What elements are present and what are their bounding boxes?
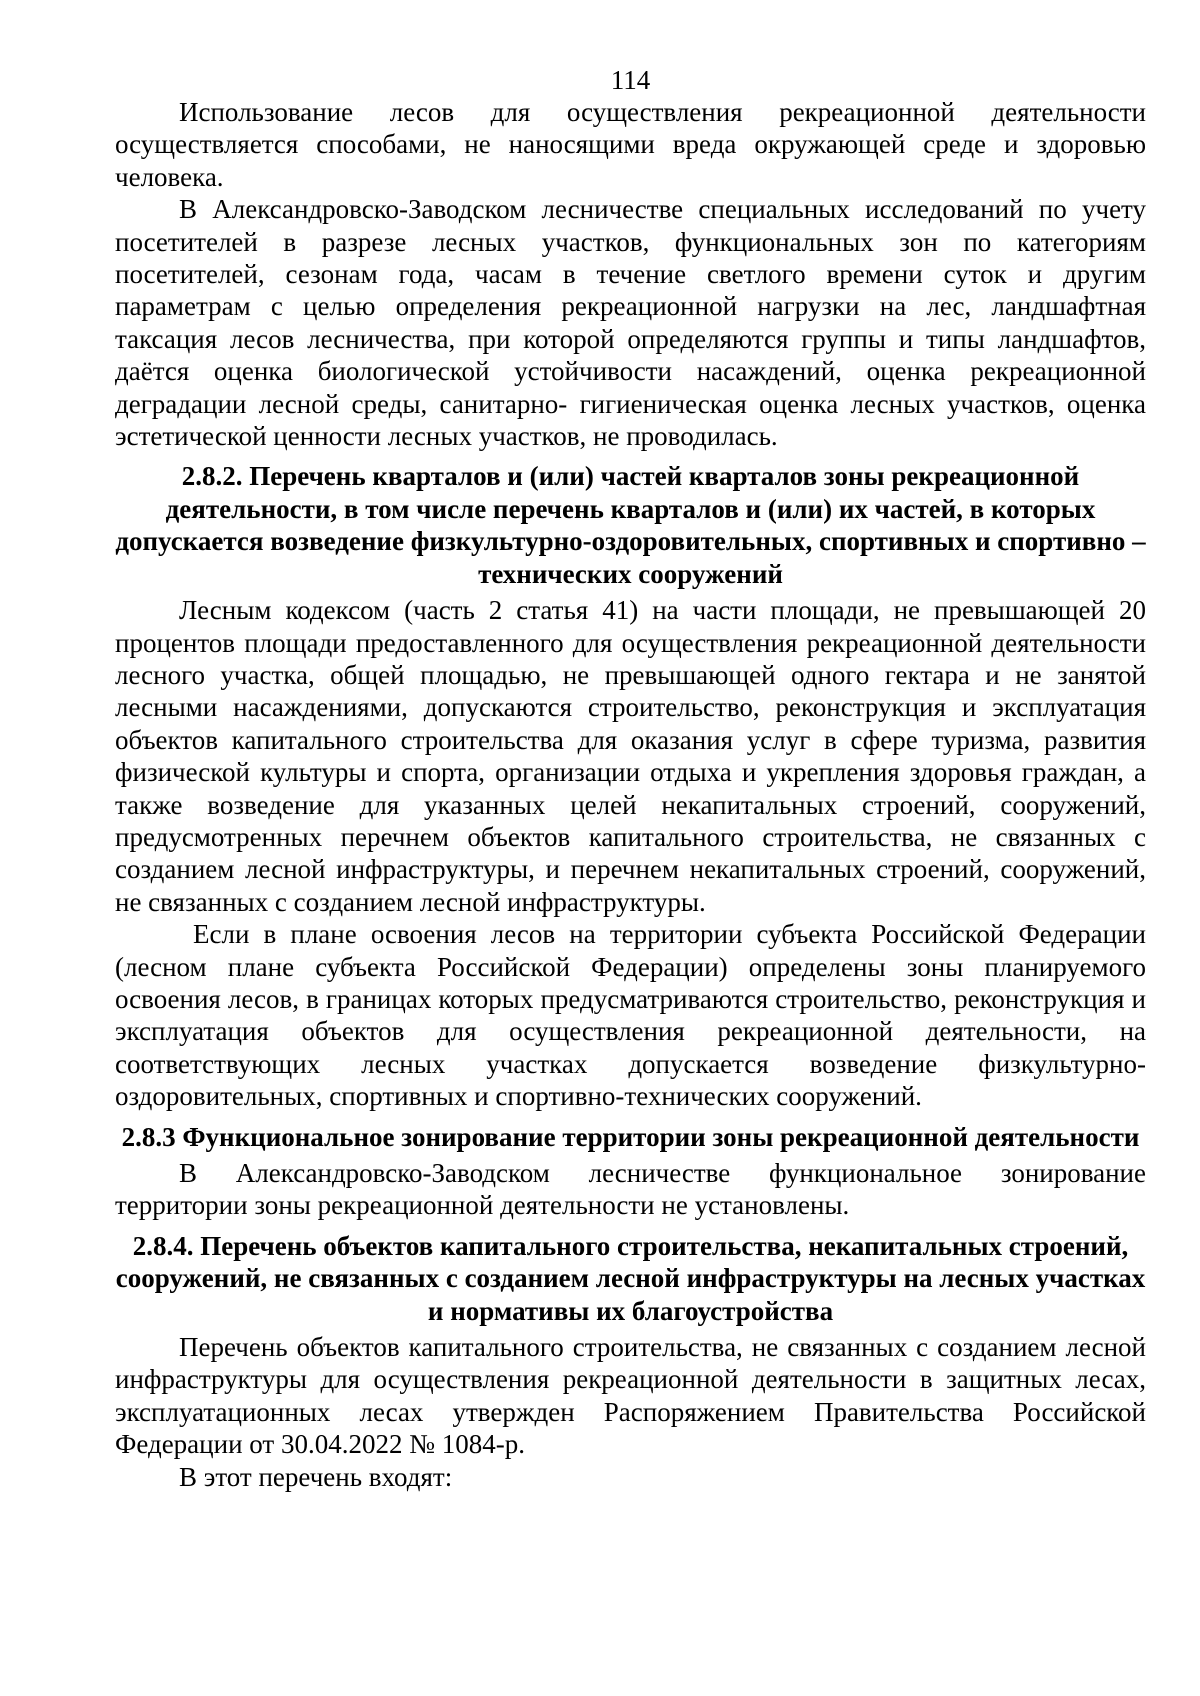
paragraph-list-intro: В этот перечень входят: bbox=[179, 1461, 453, 1492]
paragraph-capital-objects: Перечень объектов капитального строительства, не связанных с созданием лесной инфраструктуры для осуществления рекреационной деятельности в защитных лесах, эксплуатационных лесах утвержден Распоряжением Правительства Российской Федерации от 30.04.2022 № 1084-р. bbox=[115, 1332, 1146, 1460]
paragraph-recreation-use: Использование лесов для осуществления рекреационной деятельности осуществляется способами, не наносящими вреда окружающей среде и здоровью человека. bbox=[115, 97, 1146, 192]
section-heading-2-8-3: 2.8.3 Функциональное зонирование территории зоны рекреационной деятельности bbox=[121, 1121, 1140, 1152]
section-heading-2-8-4: 2.8.4. Перечень объектов капитального строительства, некапитальных строений, сооружений, не связанных с созданием лесной инфраструктуры на лесных участках и нормативы их благоустройства bbox=[115, 1230, 1146, 1326]
section-heading-2-8-2: 2.8.2. Перечень кварталов и (или) частей кварталов зоны рекреационной деятельности, в том числе перечень кварталов и (или) их частей, в которых допускается возведение физкультурно-оздоровительных, спортивных и спортивно – технических сооружений bbox=[115, 461, 1146, 589]
paragraph-no-research: В Александровско-Заводском лесничестве специальных исследований по учету посетителей в разрезе лесных участков, функциональных зон по категориям посетителей, сезонам года, часам в течение светлого времени суток и другим параметрам с целью определения рекреационной нагрузки на лес, ландшафтная таксация лесов лесничества, при которой определяются группы и типы ландшафтов, даётся оценка биологической устойчивости насаждений, оценка рекреационной деградации лесной среды, санитарно- гигиеническая оценка лесных участков, оценка эстетической ценности лесных участков, не проводилась. bbox=[115, 194, 1146, 452]
document-page bbox=[115, 64, 1146, 1493]
paragraph-zoning: В Александровско-Заводском лесничестве функциональное зонирование территории зоны рекреационной деятельности не установлены. bbox=[115, 1158, 1146, 1221]
page-number: 114 bbox=[610, 65, 651, 95]
paragraph-development-plan: Если в плане освоения лесов на территории субъекта Российской Федерации (лесном плане субъекта Российской Федерации) определены зоны планируемого освоения лесов, в границах которых предусматриваются строительство, реконструкция и эксплуатация объектов для осуществления рекреационной деятельности, на соответствующих лесных участках допускается возведение физкультурно-оздоровительных, спортивных и спортивно-технических сооружений. bbox=[115, 919, 1146, 1112]
paragraph-forest-code: Лесным кодексом (часть 2 статья 41) на части площади, не превышающей 20 процентов площади предоставленного для осуществления рекреационной деятельности лесного участка, общей площадью, не превышающей одного гектара и не занятой лесными насаждениями, допускаются строительство, реконструкция и эксплуатация объектов капитального строительства для оказания услуг в сфере туризма, развития физической культуры и спорта, организации отдыха и укрепления здоровья граждан, а также возведение для указанных целей некапитальных строений, сооружений, предусмотренных перечнем объектов капитального строительства, не связанных с созданием лесной инфраструктуры, и перечнем некапитальных строений, сооружений, не связанных с созданием лесной инфраструктуры. bbox=[115, 595, 1146, 917]
